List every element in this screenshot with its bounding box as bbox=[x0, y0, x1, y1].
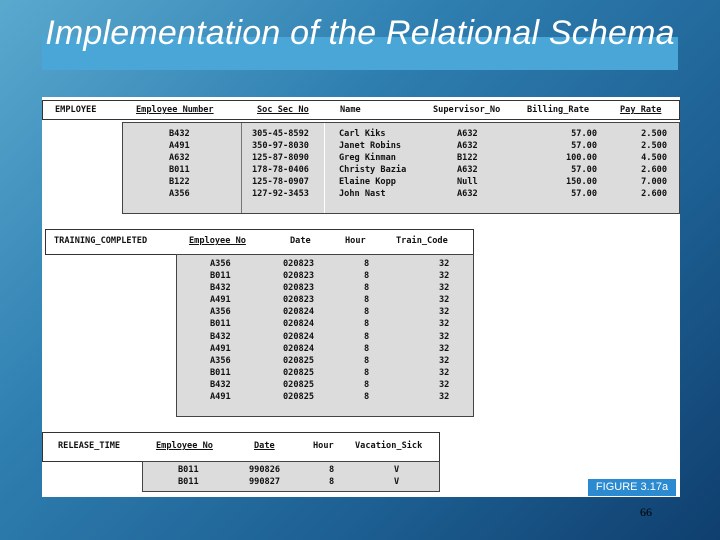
training-header-train-code: Train_Code bbox=[396, 236, 448, 246]
employee-header-row bbox=[42, 100, 680, 120]
release-header-date: Date bbox=[254, 441, 275, 451]
release-col-vacation-sick bbox=[394, 464, 399, 488]
employee-cell: 100.00 bbox=[565, 153, 597, 164]
training-cell: A491 bbox=[210, 392, 231, 403]
training-cell: 020823 bbox=[283, 283, 315, 294]
training-cell: 020825 bbox=[283, 379, 315, 390]
training-cell: B432 bbox=[210, 379, 231, 390]
employee-cell: A356 bbox=[169, 189, 190, 200]
employee-header-name: Name bbox=[340, 105, 361, 115]
employee-header-pay-rate: Pay_Rate bbox=[620, 105, 662, 115]
training-cell: A491 bbox=[210, 295, 231, 306]
employee-cell: A632 bbox=[457, 165, 478, 176]
employee-cell: 57.00 bbox=[571, 189, 597, 200]
training-cell: 020825 bbox=[283, 392, 315, 403]
training-cell: 32 bbox=[439, 367, 450, 378]
training-cell: 020825 bbox=[283, 367, 315, 378]
training-header-hour: Hour bbox=[345, 236, 366, 246]
training-cell: A356 bbox=[210, 307, 231, 318]
employee-col-name bbox=[339, 128, 406, 201]
employee-cell: 2.500 bbox=[641, 129, 667, 139]
employee-cell: 150.00 bbox=[565, 177, 597, 188]
employee-cell: 127-92-3453 bbox=[252, 189, 309, 200]
employee-header-employee-number: Employee_Number bbox=[136, 105, 214, 115]
employee-cell: B122 bbox=[169, 177, 190, 188]
employee-cell: 57.00 bbox=[571, 141, 597, 152]
training-cell: 8 bbox=[364, 355, 370, 366]
training-header-date: Date bbox=[290, 236, 311, 246]
employee-cell: 125-78-0907 bbox=[252, 177, 309, 188]
training-header-employee-no: Employee_No bbox=[189, 236, 246, 246]
employee-cell: 305-45-8592 bbox=[252, 129, 309, 139]
employee-cell: 350-97-8030 bbox=[252, 141, 309, 152]
employee-col-divider bbox=[241, 123, 242, 213]
release-cell: V bbox=[394, 465, 400, 475]
training-cell: 020823 bbox=[283, 271, 315, 282]
employee-header-billing-rate: Billing_Rate bbox=[527, 105, 590, 115]
employee-header-supervisor-no: Supervisor_No bbox=[433, 105, 501, 115]
employee-cell: A632 bbox=[169, 153, 190, 164]
release-cell: 990827 bbox=[249, 477, 281, 488]
training-cell: 020825 bbox=[283, 355, 315, 366]
release-cell: B011 bbox=[178, 477, 199, 488]
employee-col-employee-number bbox=[169, 128, 190, 201]
training-cell: 32 bbox=[439, 283, 450, 294]
employee-cell: John Nast bbox=[339, 189, 386, 200]
employee-col-supervisor-no bbox=[457, 128, 478, 201]
training-cell: 8 bbox=[364, 271, 370, 282]
employee-cell: A632 bbox=[457, 129, 478, 139]
employee-table-name: EMPLOYEE bbox=[55, 105, 97, 115]
figure-panel bbox=[42, 97, 680, 497]
employee-cell: 57.00 bbox=[571, 129, 597, 139]
training-cell: 32 bbox=[439, 355, 450, 366]
employee-cell: Carl Kiks bbox=[339, 129, 386, 139]
release-col-hour bbox=[329, 464, 334, 488]
employee-cell: B432 bbox=[169, 129, 190, 139]
training-table bbox=[45, 229, 475, 419]
release-header-vacation-sick: Vacation_Sick bbox=[355, 441, 423, 451]
training-cell: 8 bbox=[364, 392, 370, 403]
training-cell: 32 bbox=[439, 392, 450, 403]
training-cell: 020824 bbox=[283, 319, 315, 330]
page-number: 66 bbox=[640, 505, 652, 519]
employee-cell: Greg Kinman bbox=[339, 153, 396, 164]
training-cell: 020824 bbox=[283, 307, 315, 318]
employee-cell: 2.500 bbox=[641, 141, 667, 152]
employee-body bbox=[122, 122, 680, 214]
training-cell: 32 bbox=[439, 379, 450, 390]
employee-cell: Janet Robins bbox=[339, 141, 402, 152]
training-cell: A356 bbox=[210, 259, 231, 269]
employee-cell: 178-78-0406 bbox=[252, 165, 309, 176]
training-cell: 32 bbox=[439, 331, 450, 342]
training-cell: A356 bbox=[210, 355, 231, 366]
training-header-row bbox=[45, 229, 474, 255]
training-cell: 8 bbox=[364, 331, 370, 342]
employee-cell: B122 bbox=[457, 153, 478, 164]
release-header-hour: Hour bbox=[313, 441, 334, 451]
release-cell: 990826 bbox=[249, 465, 281, 475]
employee-cell: 2.600 bbox=[641, 165, 667, 176]
employee-cell: Null bbox=[457, 177, 478, 188]
training-cell: 8 bbox=[364, 283, 370, 294]
employee-cell: B011 bbox=[169, 165, 190, 176]
training-cell: B011 bbox=[210, 319, 231, 330]
release-table bbox=[42, 432, 442, 494]
figure-label: FIGURE 3.17a bbox=[588, 479, 676, 496]
employee-cell: A632 bbox=[457, 141, 478, 152]
release-table-name: RELEASE_TIME bbox=[58, 441, 121, 451]
slide-title: Implementation of the Relational Schema bbox=[45, 14, 675, 52]
release-col-date bbox=[249, 464, 280, 488]
training-cell: 32 bbox=[439, 343, 450, 354]
release-header-row bbox=[42, 432, 440, 462]
training-cell: 8 bbox=[364, 379, 370, 390]
training-cell: 32 bbox=[439, 307, 450, 318]
training-cell: 8 bbox=[364, 343, 370, 354]
training-cell: A491 bbox=[210, 343, 231, 354]
training-cell: 32 bbox=[439, 259, 450, 269]
release-col-employee-no bbox=[178, 464, 199, 488]
training-cell: 32 bbox=[439, 271, 450, 282]
training-col-date bbox=[283, 258, 314, 403]
training-cell: 8 bbox=[364, 295, 370, 306]
training-col-hour bbox=[364, 258, 369, 403]
employee-header-soc-sec-no: Soc_Sec_No bbox=[257, 105, 309, 115]
training-cell: B011 bbox=[210, 367, 231, 378]
employee-col-divider bbox=[324, 123, 325, 213]
employee-cell: 2.600 bbox=[641, 189, 667, 200]
training-cell: 32 bbox=[439, 319, 450, 330]
release-body bbox=[142, 461, 440, 492]
training-cell: 8 bbox=[364, 367, 370, 378]
training-cell: 8 bbox=[364, 319, 370, 330]
employee-col-pay-rate bbox=[629, 128, 667, 201]
release-header-employee-no: Employee_No bbox=[156, 441, 213, 451]
training-cell: 020823 bbox=[283, 295, 315, 306]
employee-cell: 7.000 bbox=[641, 177, 667, 188]
employee-cell: 4.500 bbox=[641, 153, 667, 164]
employee-col-billing-rate bbox=[553, 128, 597, 201]
training-cell: 020824 bbox=[283, 343, 315, 354]
training-cell: B011 bbox=[210, 271, 231, 282]
training-cell: 32 bbox=[439, 295, 450, 306]
training-cell: 8 bbox=[364, 307, 370, 318]
training-cell: 8 bbox=[364, 259, 370, 269]
training-col-employee-no bbox=[210, 258, 231, 403]
training-cell: 020823 bbox=[283, 259, 315, 269]
training-body bbox=[176, 254, 474, 417]
employee-table bbox=[42, 97, 680, 217]
release-cell: 8 bbox=[329, 477, 335, 488]
employee-col-soc-sec-no bbox=[252, 128, 309, 201]
employee-cell: Christy Bazia bbox=[339, 165, 407, 176]
employee-cell: A632 bbox=[457, 189, 478, 200]
training-table-name: TRAINING_COMPLETED bbox=[54, 236, 148, 246]
training-cell: B432 bbox=[210, 331, 231, 342]
employee-cell: 57.00 bbox=[571, 165, 597, 176]
training-cell: B432 bbox=[210, 283, 231, 294]
employee-cell: A491 bbox=[169, 141, 190, 152]
training-cell: 020824 bbox=[283, 331, 315, 342]
employee-cell: Elaine Kopp bbox=[339, 177, 396, 188]
training-col-train-code bbox=[439, 258, 449, 403]
employee-cell: 125-87-8090 bbox=[252, 153, 309, 164]
release-cell: B011 bbox=[178, 465, 199, 475]
release-cell: V bbox=[394, 477, 400, 488]
release-cell: 8 bbox=[329, 465, 335, 475]
